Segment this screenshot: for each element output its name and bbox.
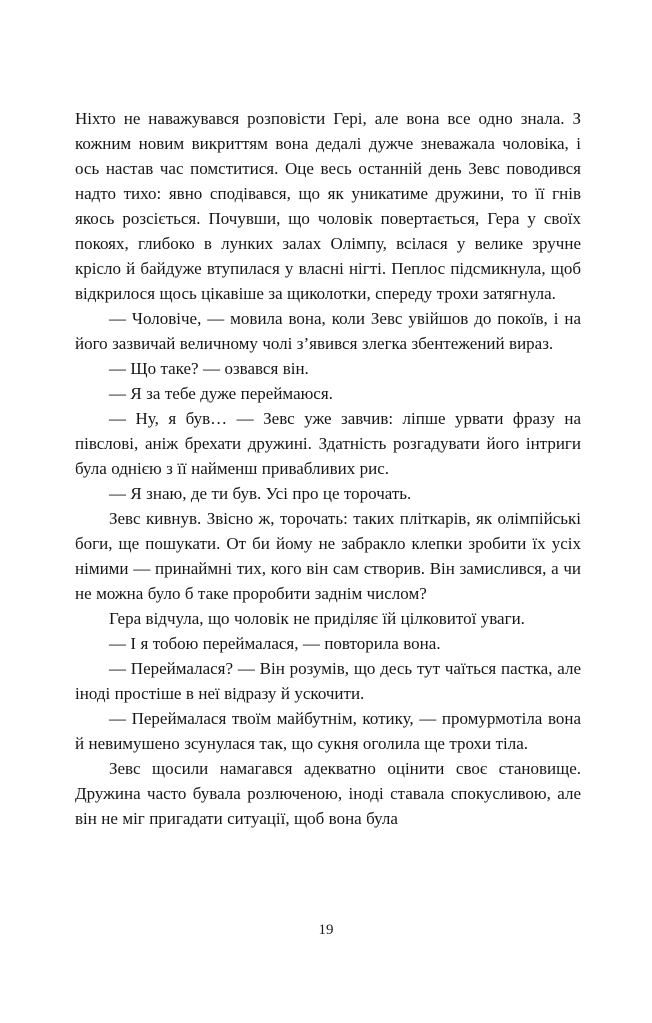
paragraph-12: Зевс щосили намагався адекватно оцінити своє становище. Дружина часто бувала розлюченою, іноді ставала спокусливою, але він не міг пригадати ситуації, щоб вона була [75, 759, 581, 828]
paragraph-4: — Я за тебе дуже переймаюся. [109, 384, 333, 403]
paragraph-8: Гера відчула, що чоловік не приділяє їй цілковитої уваги. [109, 609, 525, 628]
paragraph-11: — Переймалася твоїм майбутнім, котику, — промурмотіла вона й невимушено зсунулася так, що сукня оголила ще трохи тіла. [75, 709, 581, 753]
paragraph-5: — Ну, я був… — Зевс уже завчив: ліпше урвати фразу на півслові, аніж брехати дружині. Здатність розгадувати його інтриги була однією з її найменш привабливих рис. [75, 409, 581, 478]
paragraph-9: — І я тобою переймалася, — повторила вона. [109, 634, 441, 653]
paragraph-7: Зевс кивнув. Звісно ж, торочать: таких пліткарів, як олімпійські боги, ще пошукати. От би йому не забракло клепки зробити їх усіх німими — принаймні тих, кого він сам створив. Він замислився, а чи не можна було б таке проробити заднім числом? [75, 509, 581, 603]
paragraph-2: — Чоловіче, — мовила вона, коли Зевс увійшов до покоїв, і на його зазвичай величному чолі з’явився злегка збентежений вираз. [75, 309, 581, 353]
paragraph-6: — Я знаю, де ти був. Усі про це торочать. [109, 484, 412, 503]
paragraph-1: Ніхто не наважувався розповісти Гері, але вона все одно знала. З кожним новим викриттям вона дедалі дужче зневажала чоловіка, і ось настав час помститися. Оце весь останній день Зевс поводився надто тихо: явно сподівався, що як уникатиме дружини, то її гнів якось розсіється. Почувши, що чоловік повертається, Гера у своїх покоях, глибоко в лунких залах Олімпу, всілася у велике зручне крісло й байдуже втупилася у власні нігті. Пеплос підсмикнула, щоб відкрилося щось цікавіше за щиколотки, спереду трохи затягнула. [75, 109, 581, 303]
paragraph-10: — Переймалася? — Він розумів, що десь тут чаїться пастка, але іноді простіше в неї відразу й ускочити. [75, 659, 581, 703]
page-number: 19 [318, 922, 334, 938]
page-text [75, 106, 581, 831]
paragraph-3: — Що таке? — озвався він. [109, 359, 309, 378]
